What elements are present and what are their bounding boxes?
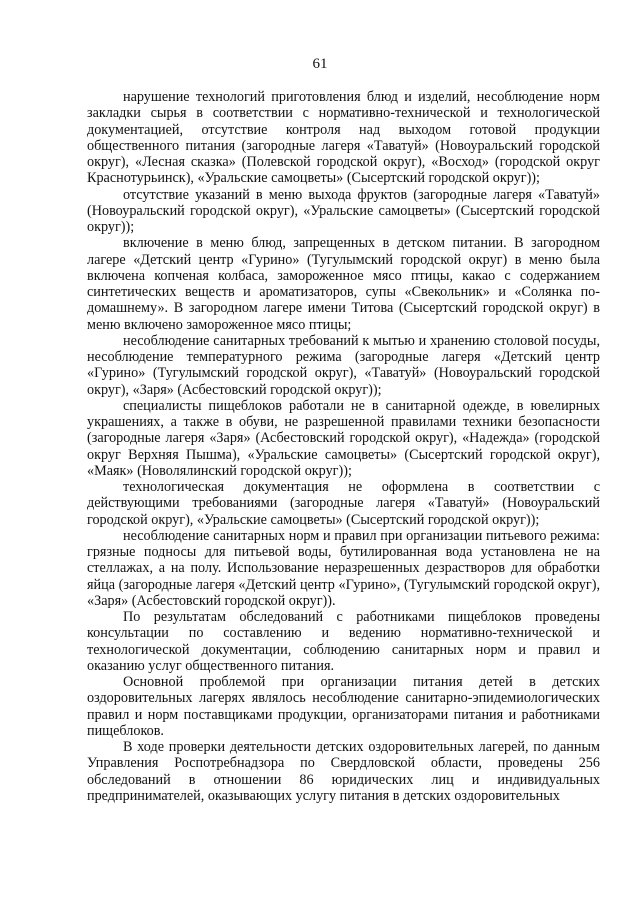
page-number: 61	[312, 56, 328, 72]
paragraph-dishware-requirements: несоблюдение санитарных требований к мытью и хранению столовой посуды, несоблюдение температурного режима (загородные лагеря «Детский центр «Гурино» (Тугулымский городской округ), «Таватуй» (Новоуральский городской округ), «Заря» (Асбестовский городской округ));	[87, 332, 600, 398]
paragraph-technical-documentation: технологическая документация не оформлена в соответствии с действующими требованиями (загородные лагеря «Таватуй» (Новоуральский городской округ), «Уральские самоцветы» (Сысертский городской округ));	[87, 479, 600, 528]
paragraph-consultations: По результатам обследований с работниками пищеблоков проведены консультации по составлению и ведению нормативно-технической и технологической документации, соблюдению санитарных норм и правил и оказанию услуг общественного питания.	[87, 609, 600, 674]
paragraph-forbidden-dishes: включение в меню блюд, запрещенных в детском питании. В загородном лагере «Детский центр «Гурино» (Тугулымский городской округ) в меню была включена копченая колбаса, замороженное мясо птицы, какао с содержанием синтетических веществ и ароматизаторов, супы «Свекольник» и «Солянка по-домашнему». В загородном лагере имени Титова (Сысертский городской округ) в меню включено замороженное мясо птицы;	[87, 235, 600, 333]
paragraph-drinking-regime: несоблюдение санитарных норм и правил при организации питьевого режима: грязные подносы для питьевой воды, бутилированная вода установлена не на стеллажах, а на полу. Использование неразрешенных дезрастворов для обработки яйца (загородные лагеря «Детский центр «Гурино», (Тугулымский городской округ), «Заря» (Асбестовский городской округ)).	[87, 527, 600, 609]
paragraph-staff-clothing: специалисты пищеблоков работали не в санитарной одежде, в ювелирных украшениях, а также в обуви, не разрешенной правилами техники безопасности (загородные лагеря «Заря» (Асбестовский городской округ), «Надежда» (городской округ Верхняя Пышма), «Уральские самоцветы» (Сысертский городской округ), «Маяк» (Новолялинский городской округ));	[87, 397, 600, 479]
paragraph-cooking-violations: нарушение технологий приготовления блюд и изделий, несоблюдение норм закладки сырья в соответствии с нормативно-технической и технологической документацией, отсутствие контроля над выходом готовой продукции общественного питания (загородные лагеря «Таватуй» (Новоуральский городской округ), «Лесная сказка» (Полевской городской округ), «Восход» (городской округ Краснотурьинск), «Уральские самоцветы» (Сысертский городской округ));	[87, 89, 600, 187]
paragraph-inspection-summary: В ходе проверки деятельности детских оздоровительных лагерей, по данным Управления Роспотребнадзора по Свердловской области, проведены 256 обследований в отношении 86 юридических лиц и индивидуальных предпринимателей, оказывающих услугу питания в детских оздоровительных	[87, 739, 600, 804]
body-text	[87, 89, 600, 804]
paragraph-main-problem: Основной проблемой при организации питания детей в детских оздоровительных лагерях являлось несоблюдение санитарно-эпидемиологических правил и норм поставщиками продукции, организаторами питания и работниками пищеблоков.	[87, 674, 600, 739]
paragraph-fruit-output: отсутствие указаний в меню выхода фруктов (загородные лагеря «Таватуй» (Новоуральский городской округ), «Уральские самоцветы» (Сысертский городской округ));	[87, 186, 600, 235]
